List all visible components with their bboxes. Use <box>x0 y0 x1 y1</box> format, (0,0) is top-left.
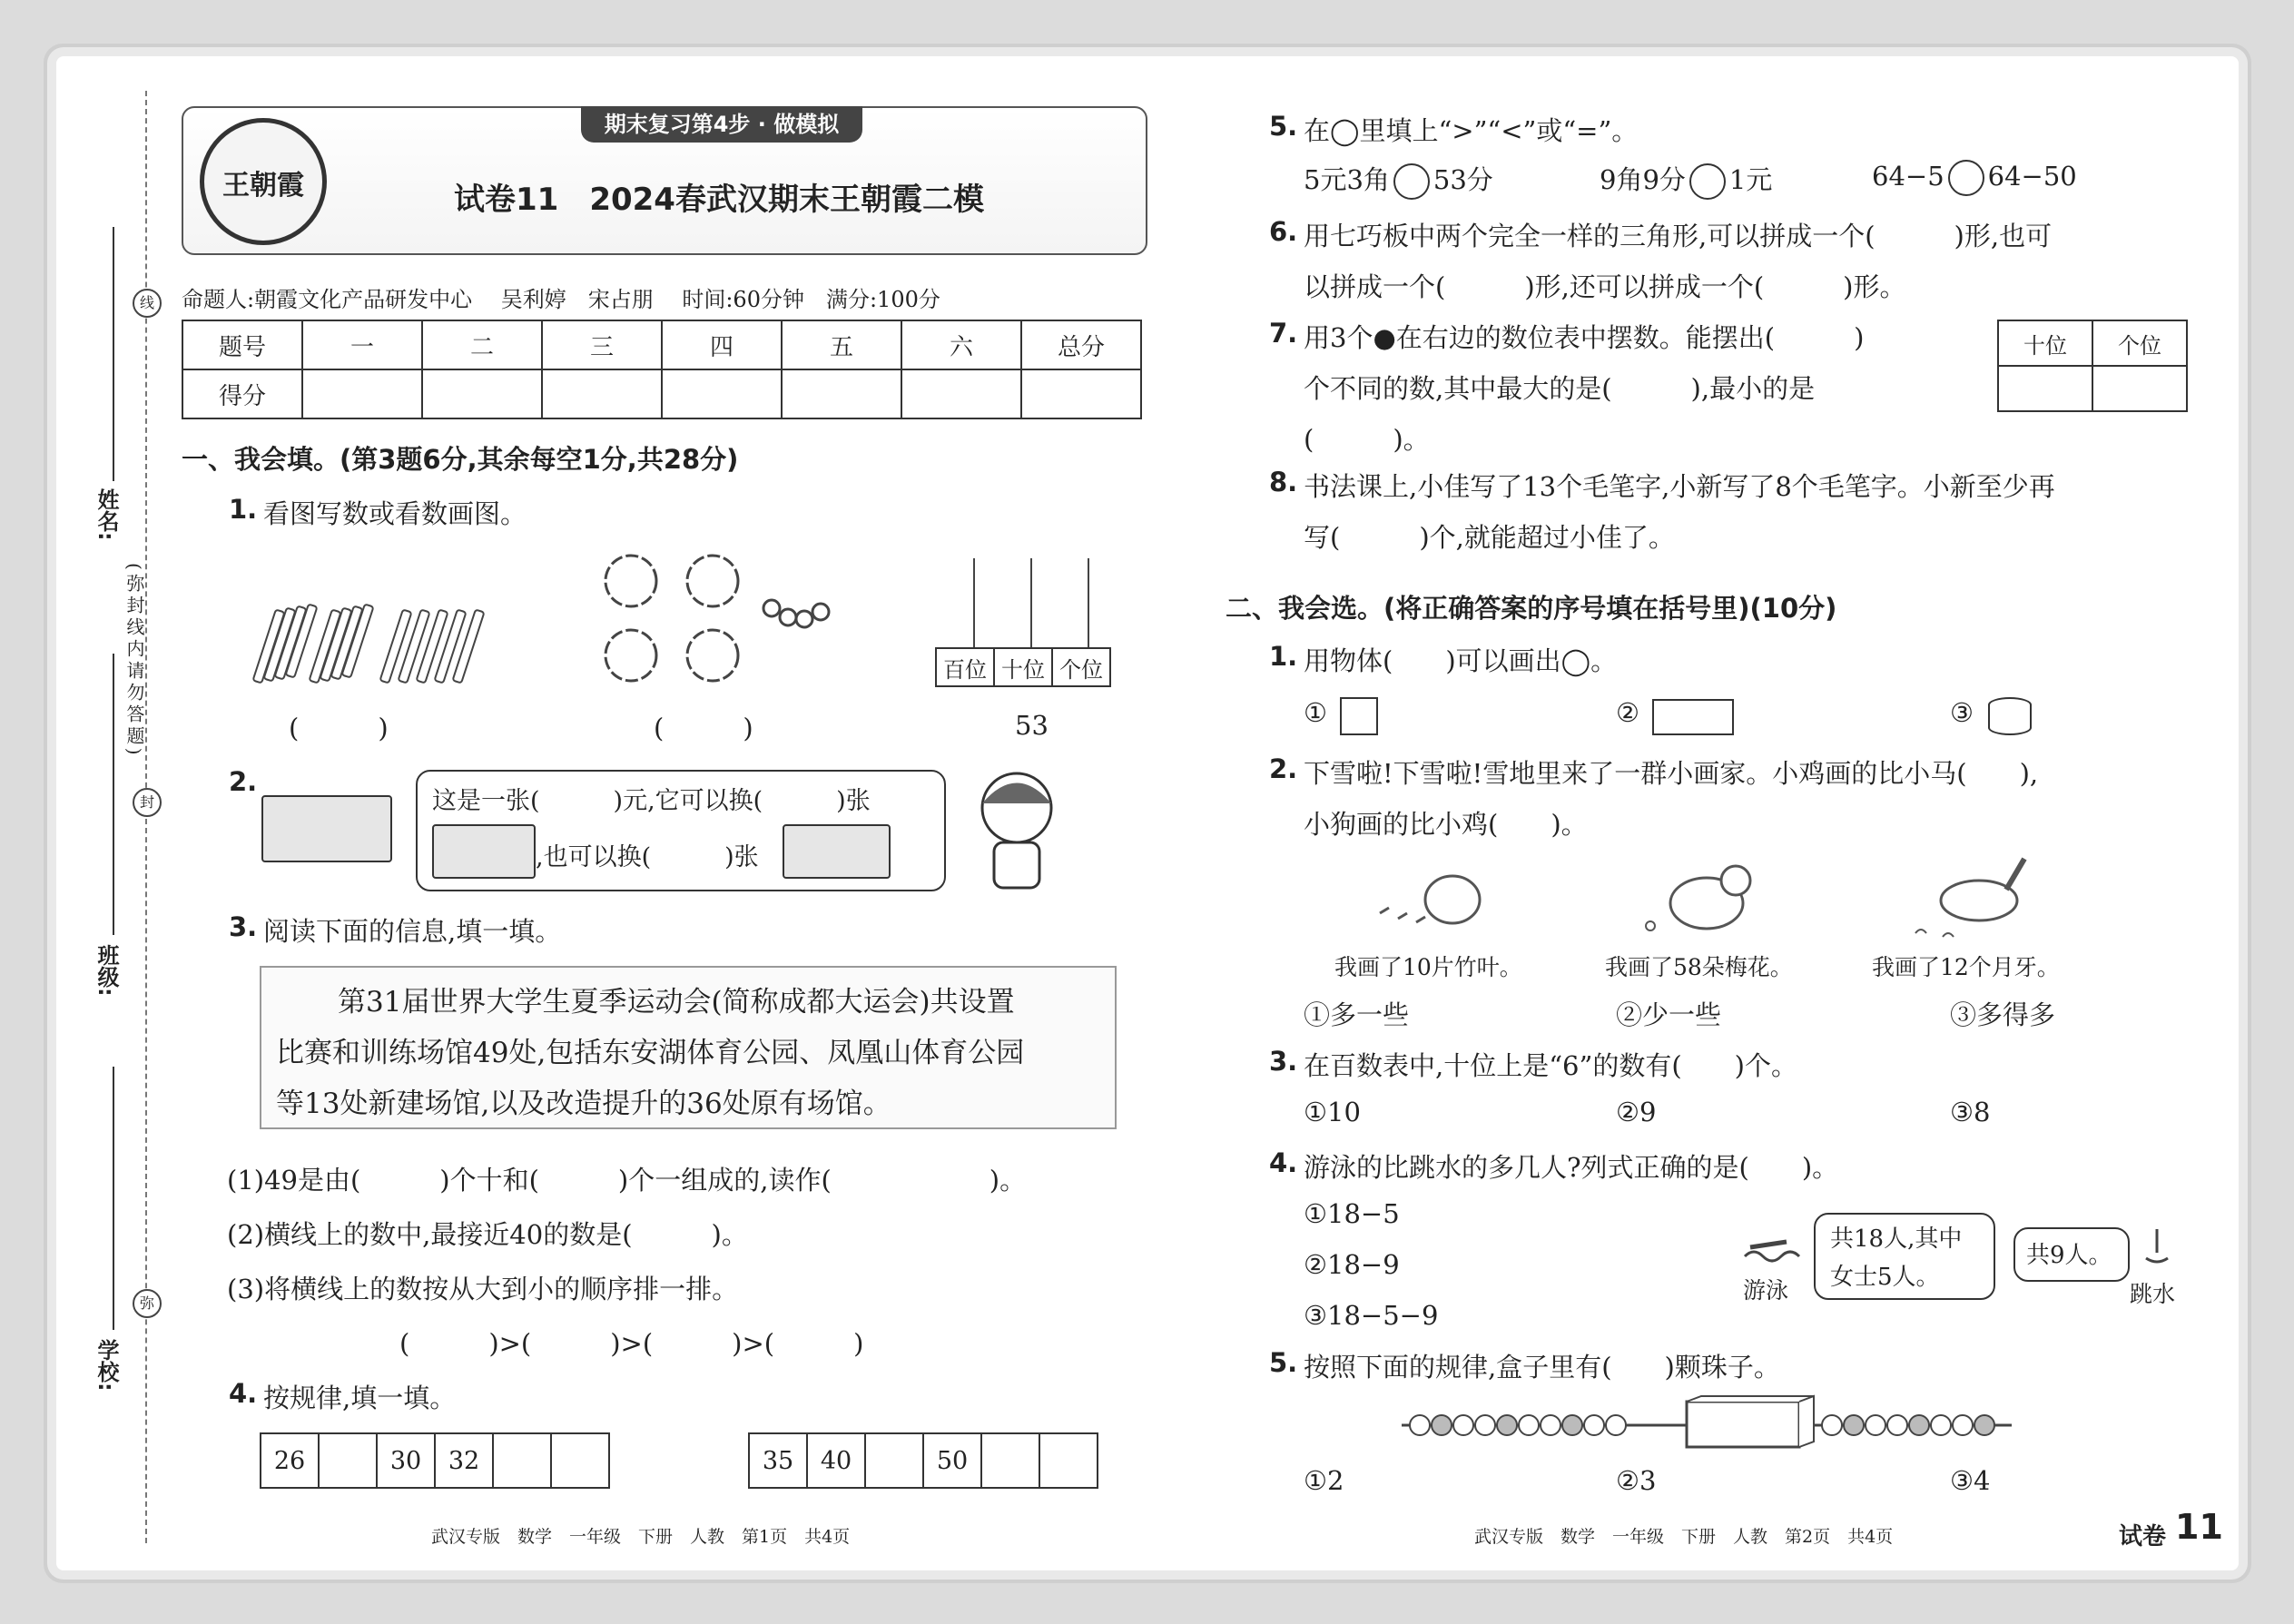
q7-line-3: ( )。 <box>1304 424 1430 455</box>
diver-icon <box>2139 1225 2175 1271</box>
p2-q2-option-1[interactable]: ①多一些 <box>1304 999 1410 1030</box>
brand-seal: 王朝霞 <box>200 118 327 245</box>
score-cell[interactable] <box>302 369 422 418</box>
q8-line-1: 书法课上,小佳写了13个毛笔字,小新写了8个毛笔字。小新至少再 <box>1304 471 2055 502</box>
place-tens: 十位 <box>1998 320 2092 366</box>
place-ones: 个位 <box>2092 320 2187 366</box>
cuboid-icon <box>1652 699 1734 735</box>
q5-text: 在◯里填上“>”“<”或“=”。 <box>1304 115 1639 146</box>
score-head: 五 <box>782 320 901 369</box>
p2-q2-caption-2: 我画了58朵梅花。 <box>1605 954 1793 980</box>
p2-q3-option-1[interactable]: ①10 <box>1304 1097 1361 1127</box>
q6-line-1: 用七巧板中两个完全一样的三角形,可以拼成一个( )形,也可 <box>1304 221 2053 251</box>
sequence-cell: 50 <box>923 1433 981 1488</box>
sequence-2 <box>748 1432 1098 1489</box>
cube-icon <box>1340 697 1378 735</box>
p2-q3-text: 在百数表中,十位上是“6”的数有( )个。 <box>1304 1050 1797 1081</box>
sequence-cell: 35 <box>749 1433 807 1488</box>
q5-c2-right: 1元 <box>1728 164 1773 195</box>
score-cell[interactable] <box>901 369 1021 418</box>
binding-mark-line: 线 <box>133 289 162 318</box>
name-field[interactable] <box>113 227 114 481</box>
part2-title: 二、我会选。(将正确答案的序号填在括号里)(10分) <box>1226 593 1837 624</box>
school-field[interactable] <box>113 1067 114 1330</box>
sequence-1 <box>260 1432 610 1489</box>
step-banner: 期末复习第4步 · 做模拟 <box>581 106 862 143</box>
footer-right: 武汉专版 数学 一年级 下册 人教 第2页 共4页 <box>1474 1527 1894 1547</box>
swim-bubble-line-1: 共18人,其中 <box>1830 1225 1963 1253</box>
banknote-10-image <box>783 824 891 879</box>
cylinder-icon <box>1988 697 2032 735</box>
q5-c3-right: 64−50 <box>1987 161 2077 192</box>
q2-line-1: 这是一张( )元,它可以换( )张 <box>432 787 871 815</box>
place-cell[interactable] <box>2092 366 2187 411</box>
score-cell[interactable] <box>782 369 901 418</box>
paper-badge-number: 11 <box>2175 1507 2223 1547</box>
q8-line-2: 写( )个,就能超过小佳了。 <box>1304 522 1675 553</box>
class-label: 班级: <box>94 944 119 997</box>
banknote-100-image <box>261 795 392 862</box>
q8-number: 8. <box>1269 467 1298 497</box>
swimmer-icon <box>1741 1235 1808 1271</box>
sequence-cell[interactable] <box>865 1433 923 1488</box>
score-head: 一 <box>302 320 422 369</box>
part1-title: 一、我会填。(第3题6分,其余每空1分,共28分) <box>182 444 739 475</box>
dive-bubble-text: 共9人。 <box>2026 1242 2112 1269</box>
q5-compare-3 <box>1872 160 2077 196</box>
sequence-cell[interactable] <box>551 1433 609 1488</box>
p2-q2-caption-3: 我画了12个月牙。 <box>1872 954 2060 980</box>
p2-q3-option-3[interactable]: ③8 <box>1950 1097 1991 1127</box>
q1-text: 看图写数或看数画图。 <box>263 498 527 529</box>
place-value-table <box>1997 320 2188 412</box>
q4-text: 按规律,填一填。 <box>263 1383 457 1413</box>
p2-q2-option-3[interactable]: ③多得多 <box>1950 999 2056 1030</box>
p2-q2-line-1: 下雪啦!下雪啦!雪地里来了一群小画家。小鸡画的比小马( ), <box>1304 758 2039 789</box>
q6-line-2: 以拼成一个( )形,还可以拼成一个( )形。 <box>1304 271 1906 302</box>
sequence-cell[interactable] <box>1039 1433 1098 1488</box>
p2-q2-option-2[interactable]: ②少一些 <box>1616 999 1722 1030</box>
score-head: 三 <box>542 320 662 369</box>
q5-c1-left: 5元3角 <box>1304 164 1390 195</box>
q5-compare-2 <box>1600 160 1772 200</box>
p2-q5-option-2[interactable]: ②3 <box>1616 1465 1657 1496</box>
p2-q4-option-1[interactable]: ①18−5 <box>1304 1198 1400 1229</box>
dive-label: 跳水 <box>2130 1281 2176 1307</box>
q5-c2-left: 9角9分 <box>1600 164 1686 195</box>
p2-q4-option-2[interactable]: ②18−9 <box>1304 1249 1400 1280</box>
score-cell[interactable] <box>542 369 662 418</box>
q3-sub-1: (1)49是由( )个十和( )个一组成的,读作( )。 <box>227 1165 1027 1196</box>
binding-mark-mi: 弥 <box>133 1289 162 1318</box>
sequence-cell[interactable] <box>319 1433 377 1488</box>
sequence-cell: 32 <box>435 1433 493 1488</box>
compare-circle[interactable] <box>1393 163 1430 200</box>
score-head: 二 <box>422 320 542 369</box>
p2-q5-option-3[interactable]: ③4 <box>1950 1465 1991 1496</box>
sequence-cell: 26 <box>261 1433 319 1488</box>
abacus-value: 53 <box>1015 710 1049 741</box>
score-cell[interactable] <box>662 369 782 418</box>
p2-q1-option-3[interactable]: ③ <box>1950 697 1974 728</box>
p2-q4-option-3[interactable]: ③18−5−9 <box>1304 1300 1439 1331</box>
p2-q4-text: 游泳的比跳水的多几人?列式正确的是( )。 <box>1304 1152 1839 1183</box>
class-field[interactable] <box>113 654 114 935</box>
p2-q5-option-1[interactable]: ①2 <box>1304 1465 1344 1496</box>
exam-meta: 命题人:朝霞文化产品研发中心 吴利婷 宋占朋 时间:60分钟 满分:100分 <box>182 287 940 312</box>
place-cell[interactable] <box>1998 366 2092 411</box>
q5-number: 5. <box>1269 111 1298 142</box>
q3-text: 阅读下面的信息,填一填。 <box>263 916 562 947</box>
swim-label: 游泳 <box>1743 1277 1789 1304</box>
paper-badge-label: 试卷 <box>2119 1523 2167 1550</box>
binding-note: (弥封线内请勿答题) <box>123 563 145 759</box>
q4-number: 4. <box>229 1378 258 1409</box>
q3-order-blanks[interactable]: ( )>( )>( )>( ) <box>399 1328 864 1359</box>
score-cell[interactable] <box>422 369 542 418</box>
p2-q1-number: 1. <box>1269 641 1298 672</box>
q7-number: 7. <box>1269 318 1298 349</box>
q6-number: 6. <box>1269 216 1298 247</box>
compare-circle[interactable] <box>1689 163 1726 200</box>
p2-q5-number: 5. <box>1269 1347 1298 1378</box>
p2-q2-line-2: 小狗画的比小鸡( )。 <box>1304 809 1588 840</box>
q5-c1-right: 53分 <box>1433 164 1493 195</box>
p2-q4-number: 4. <box>1269 1147 1298 1178</box>
q2-line-2: ,也可以换( )张 <box>536 843 759 871</box>
q1-blank-2[interactable]: ( ) <box>654 713 753 743</box>
binding-mark-seal: 封 <box>133 788 162 817</box>
q3-info-1: 第31届世界大学生夏季运动会(简称成都大运会)共设置 <box>338 986 1015 1019</box>
compare-circle[interactable] <box>1948 160 1984 196</box>
p2-q5-text: 按照下面的规律,盒子里有( )颗珠子。 <box>1304 1352 1780 1383</box>
score-cell[interactable] <box>1021 369 1141 418</box>
score-table <box>182 320 1142 419</box>
girl-character-image <box>962 763 1071 890</box>
q3-sub-2: (2)横线上的数中,最接近40的数是( )。 <box>227 1219 748 1250</box>
banknote-1-image <box>432 824 536 879</box>
sequence-cell: 30 <box>377 1433 435 1488</box>
sequence-cell[interactable] <box>981 1433 1039 1488</box>
q3-info-3: 等13处新建场馆,以及改造提升的36处原有场馆。 <box>276 1088 891 1120</box>
score-head: 四 <box>662 320 782 369</box>
q7-line-2: 个不同的数,其中最大的是( ),最小的是 <box>1304 373 1816 404</box>
school-label: 学校: <box>94 1339 119 1392</box>
q1-blank-1[interactable]: ( ) <box>289 713 389 743</box>
score-head: 题号 <box>182 320 302 369</box>
q3-info-2: 比赛和训练场馆49处,包括东安湖体育公园、凤凰山体育公园 <box>276 1037 1025 1069</box>
q3-sub-3: (3)将横线上的数按从大到小的顺序排一排。 <box>227 1274 739 1304</box>
place-ones: 个位 <box>1052 648 1110 686</box>
bead-pattern-image <box>1398 1394 2015 1458</box>
score-row-label: 得分 <box>182 369 302 418</box>
footer-left: 武汉专版 数学 一年级 下册 人教 第1页 共4页 <box>431 1527 851 1547</box>
q5-compare-1 <box>1304 160 1493 200</box>
score-head: 六 <box>901 320 1021 369</box>
bead-rings-image <box>590 545 835 699</box>
place-tens: 十位 <box>994 648 1052 686</box>
swim-bubble-line-2: 女士5人。 <box>1830 1264 1940 1291</box>
p2-q1-text: 用物体( )可以画出◯。 <box>1304 645 1618 676</box>
name-label: 姓名: <box>94 488 119 541</box>
p2-q3-number: 3. <box>1269 1046 1298 1077</box>
p2-q2-number: 2. <box>1269 753 1298 784</box>
q3-number: 3. <box>229 911 258 942</box>
horse-icon <box>1906 850 2043 944</box>
chick-icon <box>1371 859 1498 940</box>
sequence-cell[interactable] <box>493 1433 551 1488</box>
sequence-cell: 40 <box>807 1433 865 1488</box>
p2-q2-caption-1: 我画了10片竹叶。 <box>1334 954 1522 980</box>
dog-icon <box>1634 853 1761 944</box>
p2-q1-option-2[interactable]: ② <box>1616 697 1639 728</box>
score-head: 总分 <box>1021 320 1141 369</box>
p2-q1-option-1[interactable]: ① <box>1304 697 1327 728</box>
place-hundreds: 百位 <box>936 648 994 686</box>
exam-title: 试卷11 2024春武汉期末王朝霞二模 <box>454 182 984 218</box>
q2-number: 2. <box>229 766 258 797</box>
q5-c3-left: 64−5 <box>1872 161 1944 192</box>
q7-line-1: 用3个●在右边的数位表中摆数。能摆出( ) <box>1304 322 1865 353</box>
p2-q3-option-2[interactable]: ②9 <box>1616 1097 1657 1127</box>
q1-number: 1. <box>229 494 258 525</box>
abacus-place-table <box>935 647 1111 687</box>
